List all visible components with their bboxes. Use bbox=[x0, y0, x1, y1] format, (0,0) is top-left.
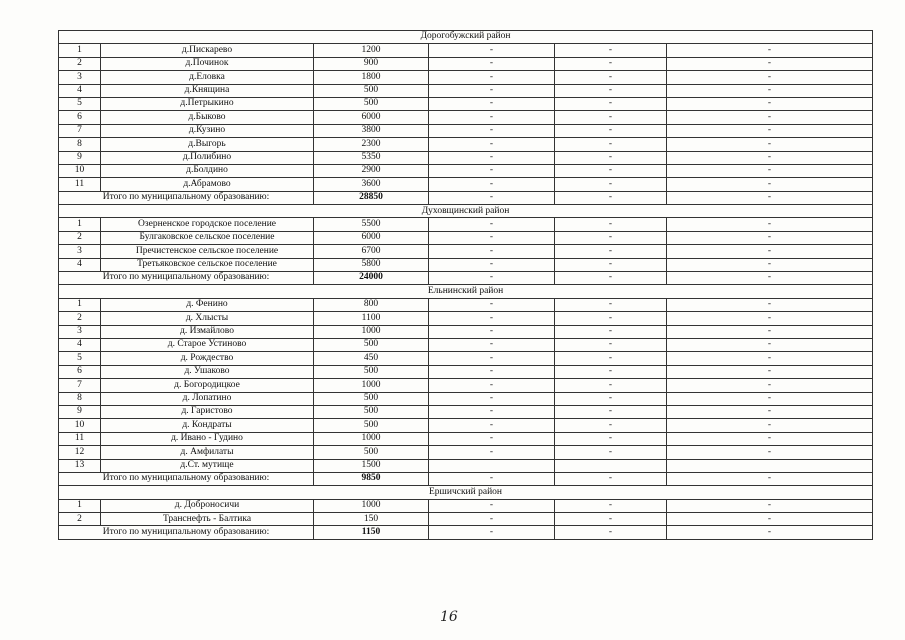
column-5-value: - bbox=[555, 84, 667, 97]
table-row bbox=[59, 338, 873, 351]
column-6-value: - bbox=[667, 138, 873, 151]
column-6-value: - bbox=[667, 405, 873, 418]
table-row bbox=[59, 44, 873, 57]
settlement-name: д. Рождество bbox=[101, 352, 314, 365]
volume-value: 500 bbox=[314, 446, 429, 459]
table-row bbox=[59, 298, 873, 311]
column-4-value: - bbox=[429, 231, 555, 244]
volume-value: 3600 bbox=[314, 178, 429, 191]
settlement-name: д.Княщина bbox=[101, 84, 314, 97]
volume-value: 1800 bbox=[314, 71, 429, 84]
column-6-value: - bbox=[667, 178, 873, 191]
settlement-name: д.Петрыкино bbox=[101, 97, 314, 110]
column-5-value: - bbox=[555, 218, 667, 231]
column-6-value bbox=[667, 459, 873, 472]
settlement-name: д. Хлысты bbox=[101, 312, 314, 325]
table-row bbox=[59, 379, 873, 392]
total-row bbox=[59, 472, 873, 485]
column-6-value: - bbox=[667, 71, 873, 84]
column-6-value: - bbox=[667, 245, 873, 258]
column-4-value: - bbox=[429, 218, 555, 231]
column-6-value: - bbox=[667, 499, 873, 512]
settlement-name: д. Измайлово bbox=[101, 325, 314, 338]
row-number: 10 bbox=[59, 419, 101, 432]
volume-value: 6700 bbox=[314, 245, 429, 258]
column-5-value: - bbox=[555, 499, 667, 512]
total-column-6: - bbox=[667, 272, 873, 285]
row-number: 1 bbox=[59, 499, 101, 512]
column-6-value: - bbox=[667, 231, 873, 244]
column-4-value: - bbox=[429, 178, 555, 191]
settlement-name: д. Фенино bbox=[101, 298, 314, 311]
column-6-value: - bbox=[667, 111, 873, 124]
row-number: 1 bbox=[59, 218, 101, 231]
settlement-name: д. Богородицкое bbox=[101, 379, 314, 392]
volume-value: 500 bbox=[314, 97, 429, 110]
table-row bbox=[59, 71, 873, 84]
column-5-value: - bbox=[555, 419, 667, 432]
volume-value: 1100 bbox=[314, 312, 429, 325]
section-header-row bbox=[59, 31, 873, 44]
table-row bbox=[59, 419, 873, 432]
row-number: 10 bbox=[59, 164, 101, 177]
settlement-name: д.Болдино bbox=[101, 164, 314, 177]
column-4-value: - bbox=[429, 84, 555, 97]
column-6-value: - bbox=[667, 298, 873, 311]
total-value: 9850 bbox=[314, 472, 429, 485]
total-label: Итого по муниципальному образованию: bbox=[59, 526, 314, 539]
table-row bbox=[59, 151, 873, 164]
column-4-value: - bbox=[429, 325, 555, 338]
column-5-value: - bbox=[555, 513, 667, 526]
column-4-value: - bbox=[429, 499, 555, 512]
volume-value: 5800 bbox=[314, 258, 429, 271]
volume-value: 500 bbox=[314, 392, 429, 405]
volume-value: 2900 bbox=[314, 164, 429, 177]
volume-value: 6000 bbox=[314, 231, 429, 244]
row-number: 2 bbox=[59, 231, 101, 244]
settlement-name: д. Ивано - Гудино bbox=[101, 432, 314, 445]
table-row bbox=[59, 446, 873, 459]
table-row bbox=[59, 164, 873, 177]
volume-value: 500 bbox=[314, 365, 429, 378]
settlement-name: Транснефть - Балтика bbox=[101, 513, 314, 526]
column-4-value: - bbox=[429, 138, 555, 151]
settlement-name: д.Полибино bbox=[101, 151, 314, 164]
settlement-name: д. Гаристово bbox=[101, 405, 314, 418]
total-label: Итого по муниципальному образованию: bbox=[59, 272, 314, 285]
volume-value: 1500 bbox=[314, 459, 429, 472]
volume-value: 5500 bbox=[314, 218, 429, 231]
total-column-5: - bbox=[555, 526, 667, 539]
column-5-value: - bbox=[555, 298, 667, 311]
table-row bbox=[59, 312, 873, 325]
row-number: 13 bbox=[59, 459, 101, 472]
row-number: 1 bbox=[59, 298, 101, 311]
column-6-value: - bbox=[667, 338, 873, 351]
row-number: 9 bbox=[59, 151, 101, 164]
volume-value: 150 bbox=[314, 513, 429, 526]
column-4-value: - bbox=[429, 258, 555, 271]
section-title: Дорогобужский район bbox=[59, 31, 873, 44]
total-label: Итого по муниципальному образованию: bbox=[59, 191, 314, 204]
volume-value: 500 bbox=[314, 338, 429, 351]
column-5-value: - bbox=[555, 379, 667, 392]
row-number: 8 bbox=[59, 392, 101, 405]
total-row bbox=[59, 526, 873, 539]
volume-value: 500 bbox=[314, 405, 429, 418]
table-row bbox=[59, 124, 873, 137]
row-number: 5 bbox=[59, 97, 101, 110]
settlement-name: д. Ушаково bbox=[101, 365, 314, 378]
table-row bbox=[59, 459, 873, 472]
volume-value: 900 bbox=[314, 57, 429, 70]
column-5-value: - bbox=[555, 312, 667, 325]
column-4-value: - bbox=[429, 57, 555, 70]
volume-value: 450 bbox=[314, 352, 429, 365]
table-row bbox=[59, 352, 873, 365]
column-6-value: - bbox=[667, 419, 873, 432]
settlement-name: д.Абрамово bbox=[101, 178, 314, 191]
table-row bbox=[59, 231, 873, 244]
volume-value: 5350 bbox=[314, 151, 429, 164]
total-value: 1150 bbox=[314, 526, 429, 539]
column-4-value: - bbox=[429, 432, 555, 445]
table-row bbox=[59, 138, 873, 151]
row-number: 11 bbox=[59, 178, 101, 191]
settlement-name: д.Пискарево bbox=[101, 44, 314, 57]
row-number: 6 bbox=[59, 111, 101, 124]
total-column-4: - bbox=[429, 472, 555, 485]
row-number: 7 bbox=[59, 124, 101, 137]
table-row bbox=[59, 111, 873, 124]
column-6-value: - bbox=[667, 312, 873, 325]
column-5-value: - bbox=[555, 392, 667, 405]
volume-value: 1000 bbox=[314, 499, 429, 512]
table-row bbox=[59, 325, 873, 338]
column-5-value: - bbox=[555, 446, 667, 459]
column-4-value: - bbox=[429, 513, 555, 526]
table-row bbox=[59, 365, 873, 378]
column-6-value: - bbox=[667, 513, 873, 526]
column-4-value: - bbox=[429, 365, 555, 378]
column-6-value: - bbox=[667, 97, 873, 110]
column-6-value: - bbox=[667, 84, 873, 97]
column-5-value: - bbox=[555, 178, 667, 191]
row-number: 4 bbox=[59, 84, 101, 97]
column-5-value: - bbox=[555, 365, 667, 378]
column-6-value: - bbox=[667, 164, 873, 177]
volume-value: 1000 bbox=[314, 379, 429, 392]
column-5-value: - bbox=[555, 97, 667, 110]
row-number: 2 bbox=[59, 312, 101, 325]
total-column-5: - bbox=[555, 472, 667, 485]
column-4-value: - bbox=[429, 71, 555, 84]
table-row bbox=[59, 97, 873, 110]
column-4-value: - bbox=[429, 446, 555, 459]
settlement-name: д.Починок bbox=[101, 57, 314, 70]
settlement-name: Третьяковское сельское поселение bbox=[101, 258, 314, 271]
row-number: 6 bbox=[59, 365, 101, 378]
column-4-value bbox=[429, 459, 555, 472]
table-row bbox=[59, 392, 873, 405]
section-title: Ершичский район bbox=[59, 486, 873, 499]
volume-value: 6000 bbox=[314, 111, 429, 124]
column-5-value: - bbox=[555, 432, 667, 445]
settlement-name: д. Лопатино bbox=[101, 392, 314, 405]
column-4-value: - bbox=[429, 97, 555, 110]
table-row bbox=[59, 218, 873, 231]
column-4-value: - bbox=[429, 419, 555, 432]
column-5-value: - bbox=[555, 138, 667, 151]
table-row bbox=[59, 405, 873, 418]
total-label: Итого по муниципальному образованию: bbox=[59, 472, 314, 485]
column-4-value: - bbox=[429, 164, 555, 177]
column-5-value: - bbox=[555, 151, 667, 164]
total-column-4: - bbox=[429, 191, 555, 204]
column-6-value: - bbox=[667, 392, 873, 405]
row-number: 5 bbox=[59, 352, 101, 365]
column-5-value: - bbox=[555, 325, 667, 338]
section-header-row bbox=[59, 205, 873, 218]
settlement-name: д. Амфилаты bbox=[101, 446, 314, 459]
total-column-4: - bbox=[429, 272, 555, 285]
page-number: 16 bbox=[440, 609, 458, 625]
total-column-6: - bbox=[667, 526, 873, 539]
column-6-value: - bbox=[667, 352, 873, 365]
column-4-value: - bbox=[429, 405, 555, 418]
total-column-4: - bbox=[429, 526, 555, 539]
settlement-name: д. Старое Устиново bbox=[101, 338, 314, 351]
column-4-value: - bbox=[429, 151, 555, 164]
row-number: 2 bbox=[59, 513, 101, 526]
column-6-value: - bbox=[667, 432, 873, 445]
total-row bbox=[59, 272, 873, 285]
column-5-value: - bbox=[555, 111, 667, 124]
column-6-value: - bbox=[667, 379, 873, 392]
column-6-value: - bbox=[667, 365, 873, 378]
column-5-value: - bbox=[555, 44, 667, 57]
volume-value: 3800 bbox=[314, 124, 429, 137]
district-table bbox=[58, 30, 873, 540]
column-6-value: - bbox=[667, 124, 873, 137]
column-5-value bbox=[555, 459, 667, 472]
row-number: 3 bbox=[59, 245, 101, 258]
column-5-value: - bbox=[555, 405, 667, 418]
column-5-value: - bbox=[555, 231, 667, 244]
column-5-value: - bbox=[555, 164, 667, 177]
table-row bbox=[59, 84, 873, 97]
settlement-name: д.Быково bbox=[101, 111, 314, 124]
settlement-name: д. Кондраты bbox=[101, 419, 314, 432]
column-6-value: - bbox=[667, 57, 873, 70]
column-4-value: - bbox=[429, 352, 555, 365]
column-4-value: - bbox=[429, 298, 555, 311]
row-number: 4 bbox=[59, 338, 101, 351]
section-title: Духовщинский район bbox=[59, 205, 873, 218]
row-number: 12 bbox=[59, 446, 101, 459]
row-number: 11 bbox=[59, 432, 101, 445]
column-5-value: - bbox=[555, 71, 667, 84]
row-number: 9 bbox=[59, 405, 101, 418]
column-5-value: - bbox=[555, 338, 667, 351]
row-number: 3 bbox=[59, 71, 101, 84]
column-4-value: - bbox=[429, 245, 555, 258]
total-column-5: - bbox=[555, 191, 667, 204]
section-title: Ельнинский район bbox=[59, 285, 873, 298]
row-number: 8 bbox=[59, 138, 101, 151]
section-header-row bbox=[59, 285, 873, 298]
settlement-name: д.Кузино bbox=[101, 124, 314, 137]
table-row bbox=[59, 432, 873, 445]
column-5-value: - bbox=[555, 245, 667, 258]
row-number: 2 bbox=[59, 57, 101, 70]
column-4-value: - bbox=[429, 312, 555, 325]
volume-value: 500 bbox=[314, 419, 429, 432]
total-column-6: - bbox=[667, 191, 873, 204]
settlement-name: Булгаковское сельское поселение bbox=[101, 231, 314, 244]
table-row bbox=[59, 245, 873, 258]
column-5-value: - bbox=[555, 352, 667, 365]
volume-value: 1000 bbox=[314, 432, 429, 445]
column-6-value: - bbox=[667, 218, 873, 231]
volume-value: 1000 bbox=[314, 325, 429, 338]
column-6-value: - bbox=[667, 325, 873, 338]
total-column-6: - bbox=[667, 472, 873, 485]
table-row bbox=[59, 499, 873, 512]
column-6-value: - bbox=[667, 258, 873, 271]
volume-value: 1200 bbox=[314, 44, 429, 57]
settlement-name: д.Ст. мутище bbox=[101, 459, 314, 472]
column-4-value: - bbox=[429, 338, 555, 351]
column-4-value: - bbox=[429, 379, 555, 392]
column-6-value: - bbox=[667, 151, 873, 164]
column-4-value: - bbox=[429, 124, 555, 137]
column-5-value: - bbox=[555, 258, 667, 271]
settlement-name: Пречистенское сельское поселение bbox=[101, 245, 314, 258]
column-4-value: - bbox=[429, 111, 555, 124]
total-column-5: - bbox=[555, 272, 667, 285]
row-number: 1 bbox=[59, 44, 101, 57]
column-6-value: - bbox=[667, 446, 873, 459]
total-value: 28850 bbox=[314, 191, 429, 204]
row-number: 7 bbox=[59, 379, 101, 392]
volume-value: 2300 bbox=[314, 138, 429, 151]
row-number: 4 bbox=[59, 258, 101, 271]
column-5-value: - bbox=[555, 57, 667, 70]
table-row bbox=[59, 513, 873, 526]
table-row bbox=[59, 258, 873, 271]
column-5-value: - bbox=[555, 124, 667, 137]
column-6-value: - bbox=[667, 44, 873, 57]
settlement-name: д. Доброносичи bbox=[101, 499, 314, 512]
column-4-value: - bbox=[429, 392, 555, 405]
table-row bbox=[59, 57, 873, 70]
total-value: 24000 bbox=[314, 272, 429, 285]
row-number: 3 bbox=[59, 325, 101, 338]
table-body bbox=[59, 31, 873, 540]
volume-value: 500 bbox=[314, 84, 429, 97]
section-header-row bbox=[59, 486, 873, 499]
volume-value: 800 bbox=[314, 298, 429, 311]
settlement-name: Озерненское городское поселение bbox=[101, 218, 314, 231]
settlement-name: д.Выгорь bbox=[101, 138, 314, 151]
table-row bbox=[59, 178, 873, 191]
settlement-name: д.Еловка bbox=[101, 71, 314, 84]
total-row bbox=[59, 191, 873, 204]
column-4-value: - bbox=[429, 44, 555, 57]
